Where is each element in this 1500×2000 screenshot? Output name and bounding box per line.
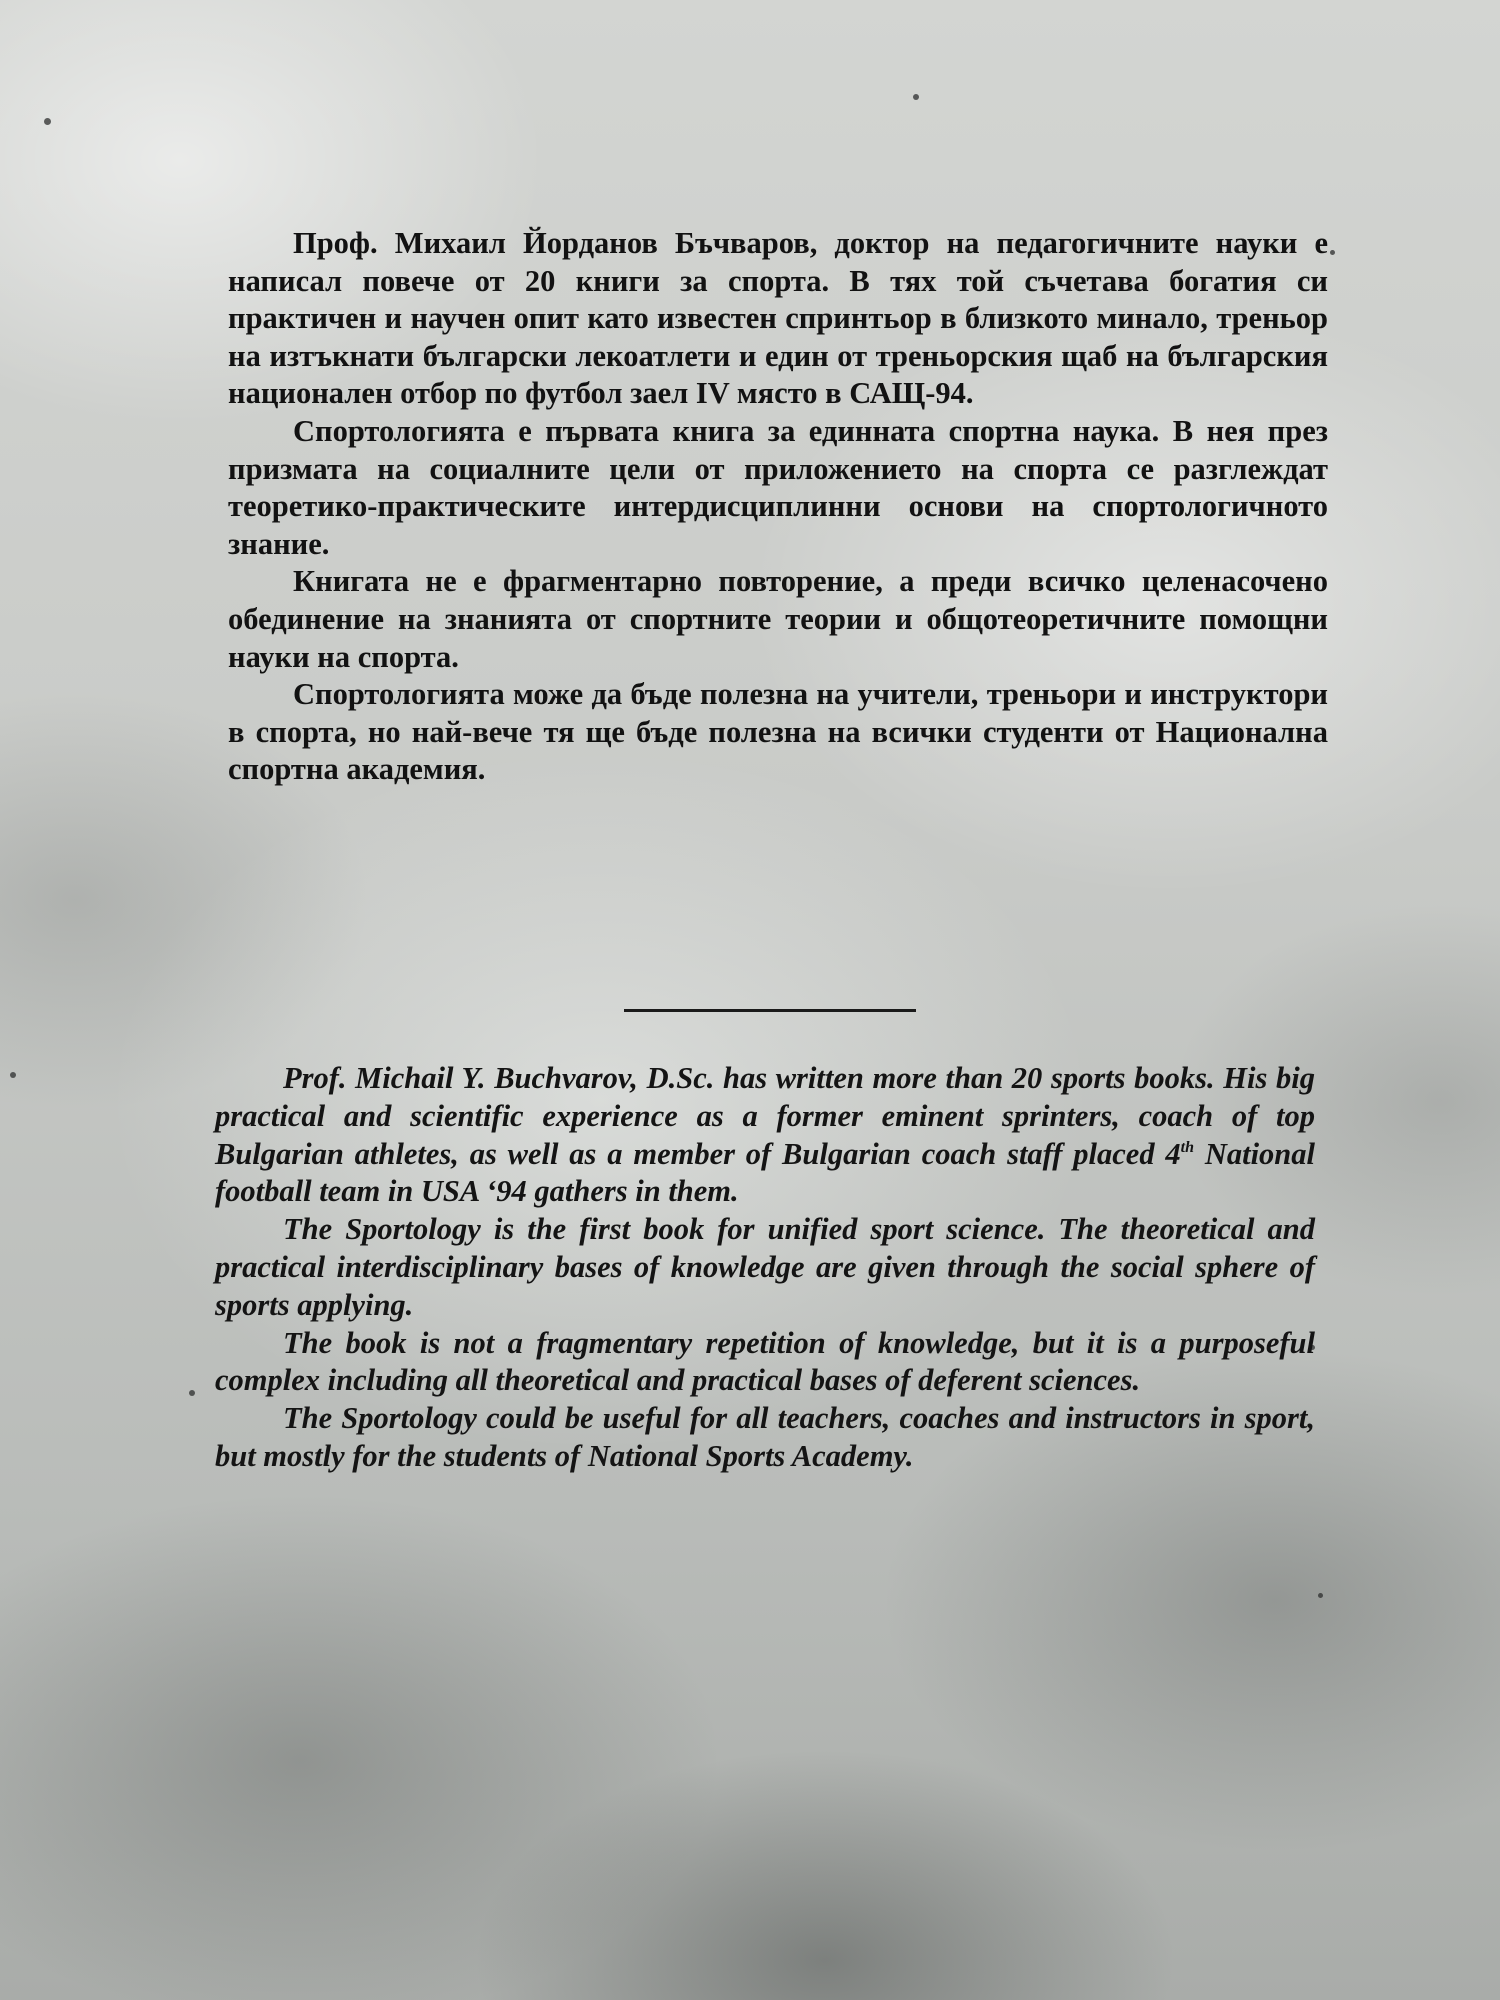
english-paragraph-content: The book is not a fragmentary repetition of knowledge, but it is a purposeful complex including all theoretical and practical bases of deferent sciences.: [215, 1325, 1315, 1398]
english-paragraph-audience: The Sportology could be useful for all teachers, coaches and instructors in sport, but mostly for the students of National Sports Academy.: [215, 1401, 1315, 1473]
bulgarian-description: [228, 225, 1328, 789]
english-paragraph-author: [215, 1060, 1315, 1211]
english-author-text-end: National football team in USA ‘94 gathers in them.: [215, 1136, 1315, 1209]
bulgarian-paragraph-audience: Спортологията може да бъде полезна на учители, треньори и инструктори в спорта, но най-вече тя ще бъде полезна на всички студенти от Национална спортна академия.: [228, 677, 1328, 787]
bulgarian-paragraph-content: Книгата не е фрагментарно повторение, а преди всичко целенасочено обединение на знанията от спортните теории и общотеоретичните помощни науки на спорта.: [228, 564, 1328, 674]
ink-speck: [913, 94, 919, 100]
ink-speck: [44, 118, 51, 125]
english-paragraph-book: The Sportology is the first book for unified sport science. The theoretical and practical interdisciplinary bases of knowledge are given through the social sphere of sports applying.: [215, 1212, 1315, 1322]
ink-speck: [1330, 250, 1335, 255]
english-description: [215, 1060, 1315, 1476]
bulgarian-paragraph-book: Спортологията е първата книга за единната спортна наука. В нея през призмата на социалните цели от приложението на спорта се разглеждат теоретико-практическите интердисциплинни основи на спортологичното знание.: [228, 413, 1328, 561]
ink-speck: [1318, 1593, 1323, 1598]
english-author-text-start: Prof. Michail Y. Buchvarov, D.Sc. has written more than 20 sports books. His big practical and scientific experience as a former eminent sprinters, coach of top Bulgarian athletes, as well as a member of Bulgarian coach staff placed 4: [215, 1061, 1315, 1171]
ink-speck: [189, 1390, 195, 1396]
section-divider: [624, 1009, 916, 1012]
bulgarian-paragraph-author: Проф. Михаил Йорданов Бъчваров, доктор на педагогичните науки е написал повече от 20 книги за спорта. В тях той съчетава богатия си практичен и научен опит като известен спринтьор в близкото минало, треньор на изтъкнати български лекоатлети и един от треньорския щаб на българския национален отбор по футбол заел IV място в САЩ-94.: [228, 226, 1328, 411]
ordinal-suffix: th: [1180, 1138, 1194, 1156]
ink-speck: [10, 1072, 16, 1078]
